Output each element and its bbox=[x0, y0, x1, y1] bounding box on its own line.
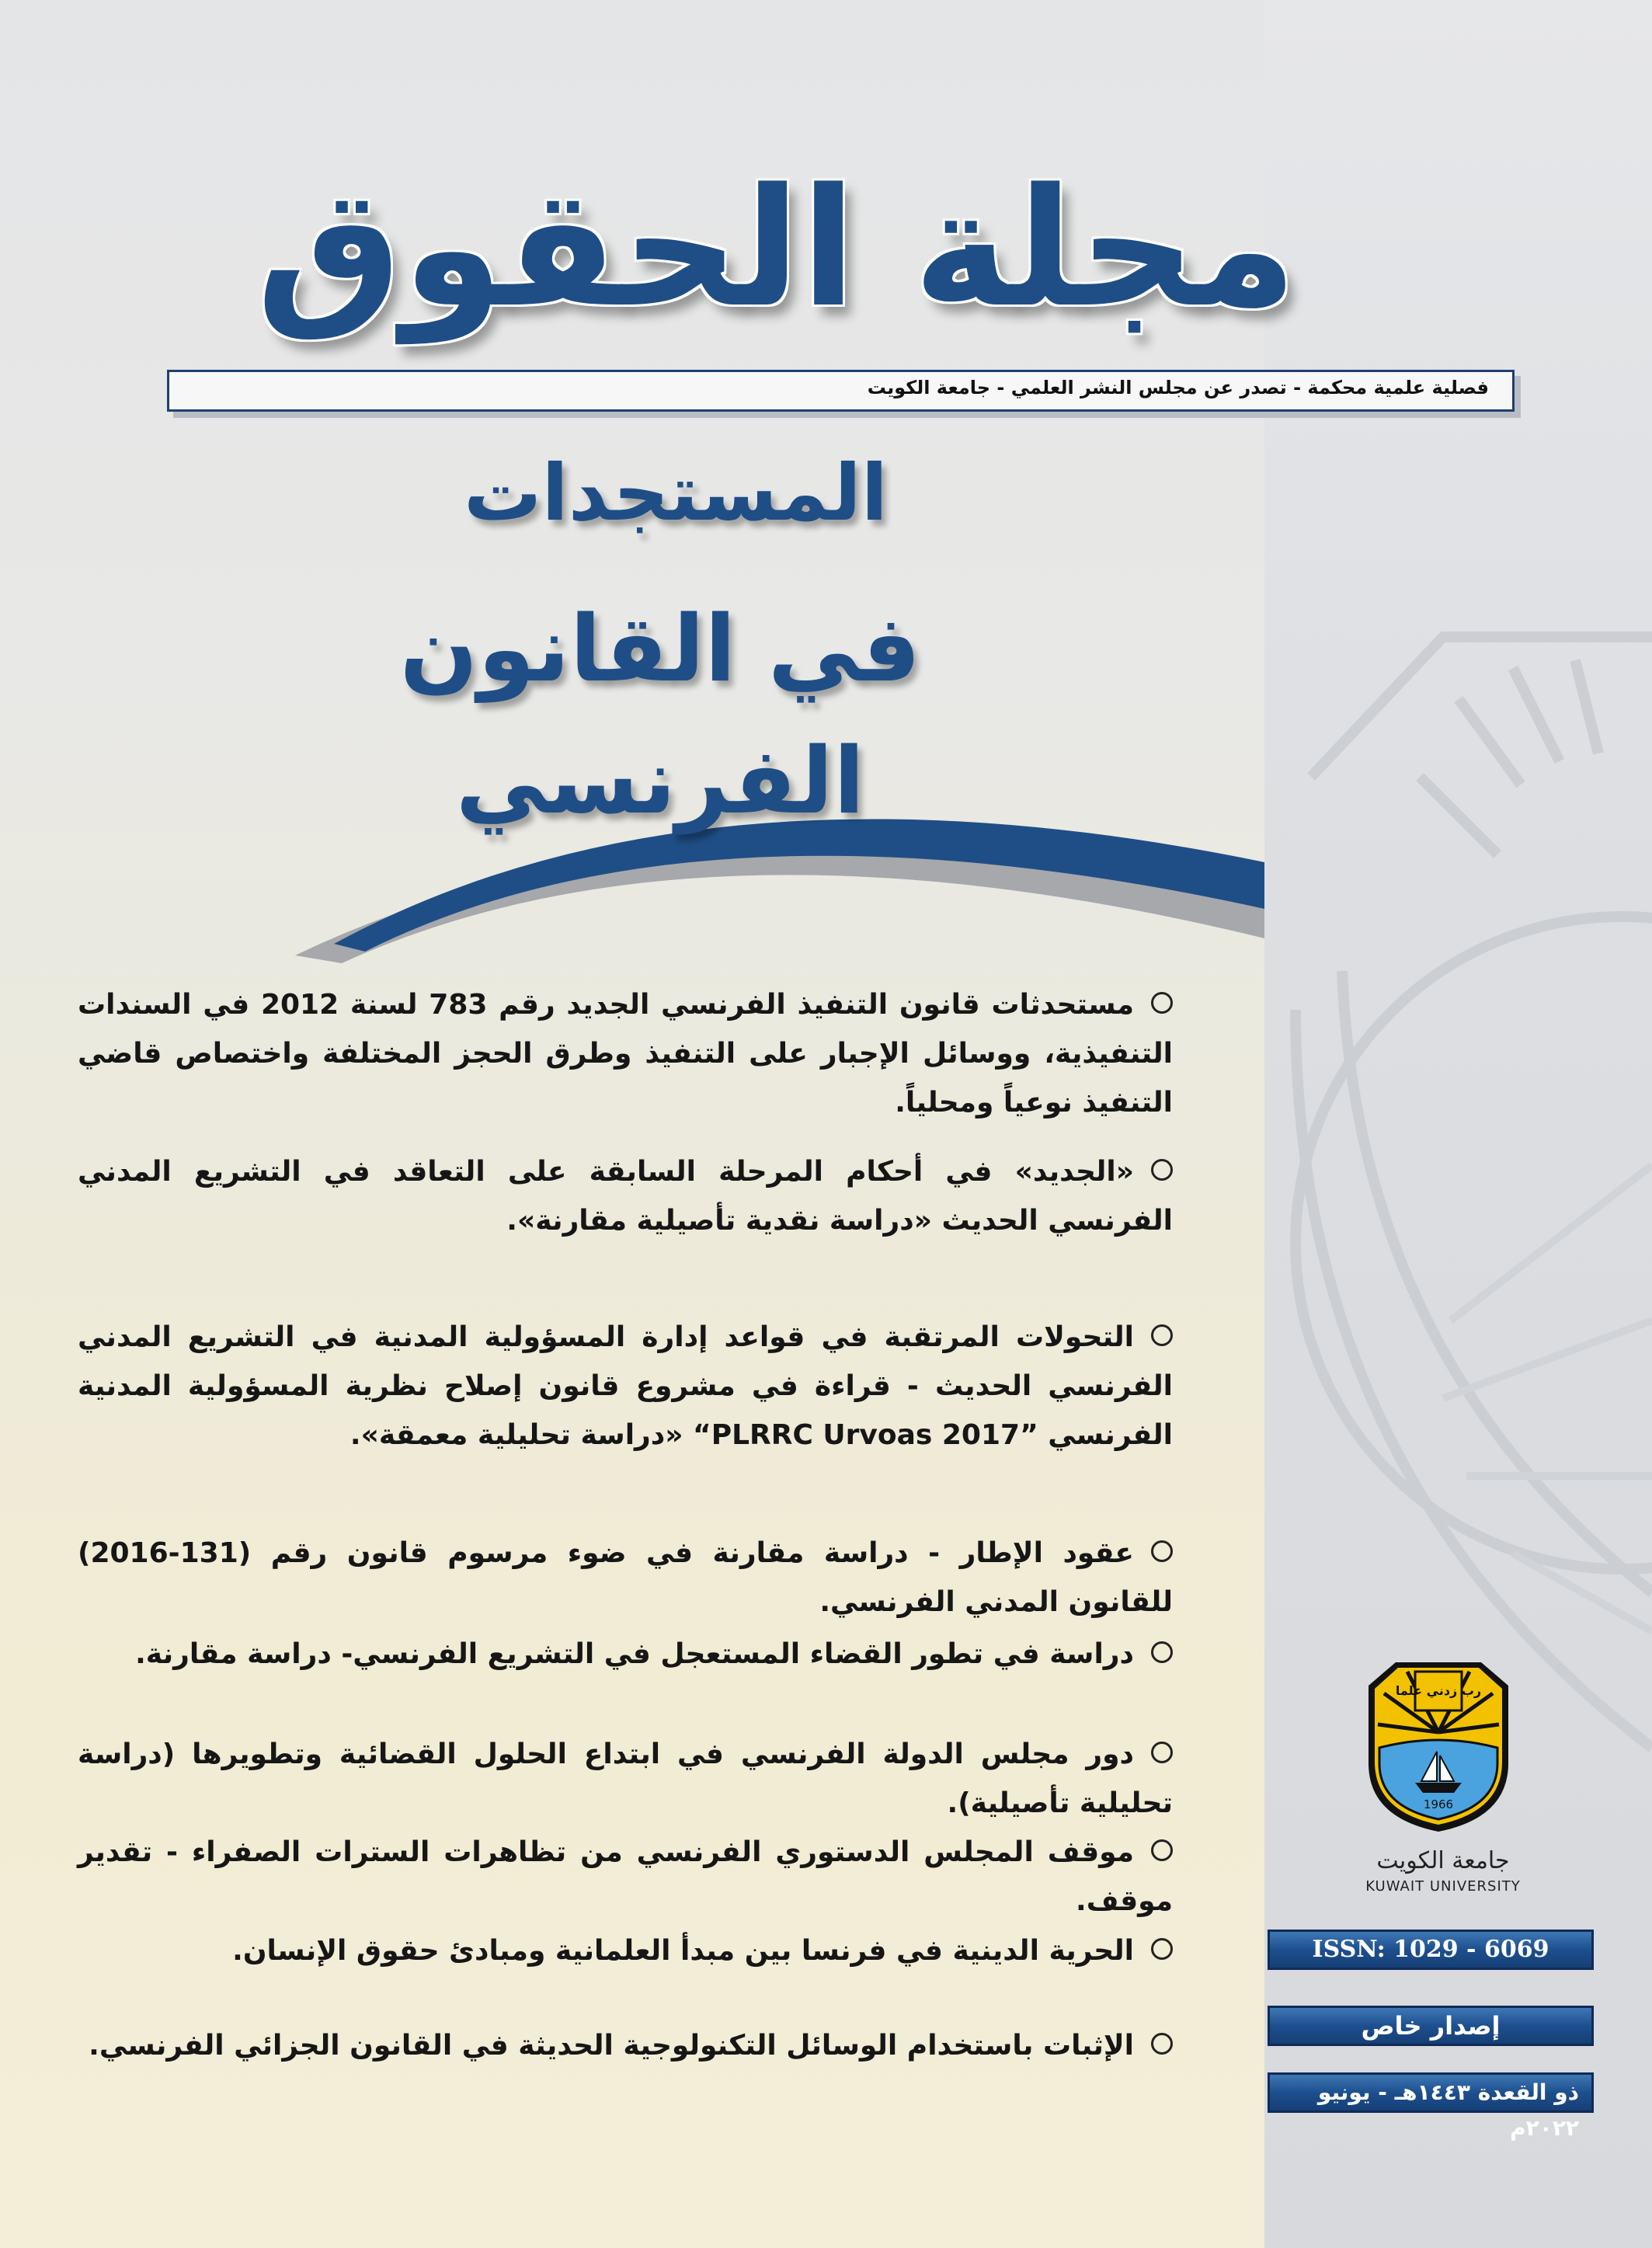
seal-motto: رب زدني علما bbox=[1395, 1683, 1482, 1698]
journal-subtitle: فصلية علمية محكمة - تصدر عن مجلس النشر العلمي - جامعة الكويت bbox=[867, 377, 1489, 398]
article-item bbox=[78, 980, 1173, 1127]
special-issue-plate: إصدار خاص bbox=[1268, 2006, 1594, 2046]
journal-title: مجلة الحقوق bbox=[256, 153, 1298, 343]
circle-bullet-icon bbox=[1151, 1540, 1173, 1562]
circle-bullet-icon bbox=[1151, 1159, 1173, 1181]
circle-bullet-icon bbox=[1151, 1641, 1173, 1663]
circle-bullet-icon bbox=[1151, 1324, 1173, 1346]
article-item bbox=[78, 1147, 1173, 1245]
article-title: دراسة في تطور القضاء المستعجل في التشريع الفرنسي- دراسة مقارنة. bbox=[135, 1638, 1134, 1670]
circle-bullet-icon bbox=[1151, 992, 1173, 1014]
theme-title-line1: المستجدات bbox=[463, 447, 889, 538]
article-item bbox=[78, 1313, 1173, 1460]
article-item bbox=[78, 1828, 1173, 1926]
issue-date-plate: ذو القعدة ١٤٤٣هـ - يونيو ٢٠٢٢م bbox=[1268, 2072, 1594, 2113]
issn-plate: ISSN: 1029 - 6069 bbox=[1268, 1930, 1594, 1970]
article-title: الإثبات باستخدام الوسائل التكنولوجية الحديثة في القانون الجزائي الفرنسي. bbox=[89, 2030, 1134, 2062]
article-item bbox=[78, 1730, 1173, 1828]
article-title: عقود الإطار - دراسة مقارنة في ضوء مرسوم قانون رقم (131-2016) للقانون المدني الفرنسي. bbox=[78, 1537, 1173, 1618]
article-title: دور مجلس الدولة الفرنسي في ابتداع الحلول القضائية وتطويرها (دراسة تحليلية تأصيلية). bbox=[78, 1738, 1173, 1819]
article-title: موقف المجلس الدستوري الفرنسي من تظاهرات السترات الصفراء - تقدير موقف. bbox=[78, 1836, 1173, 1917]
circle-bullet-icon bbox=[1151, 1742, 1173, 1763]
journal-subtitle-bar bbox=[167, 370, 1515, 412]
circle-bullet-icon bbox=[1151, 1839, 1173, 1861]
seal-year: 1966 bbox=[1423, 1797, 1454, 1811]
article-title: «الجديد» في أحكام المرحلة السابقة على التعاقد في التشريع المدني الفرنسي الحديث «دراسة نقدية تأصيلية مقارنة». bbox=[78, 1156, 1173, 1237]
article-item bbox=[78, 1926, 1173, 1975]
article-item bbox=[78, 1529, 1173, 1627]
article-title: مستحدثات قانون التنفيذ الفرنسي الجديد رقم 783 لسنة 2012 في السندات التنفيذية، ووسائل الإجبار على التنفيذ وطرق الحجز المختلفة واختصاص قاضي التنفيذ نوعياً ومحلياً. bbox=[78, 989, 1173, 1119]
kuwait-university-seal-icon bbox=[1361, 1655, 1516, 1833]
university-name-arabic: جامعة الكويت bbox=[1376, 1847, 1510, 1874]
theme-title-line2: في القانون الفرنسي bbox=[399, 595, 921, 834]
circle-bullet-icon bbox=[1151, 2033, 1173, 2055]
article-title: التحولات المرتقبة في قواعد إدارة المسؤولية المدنية في التشريع المدني الفرنسي الحديث - قراءة في مشروع قانون إصلاح نظرية المسؤولية المدنية الفرنسي ”PLRRC Urvoas 2017“ «دراسة تحليلية معمقة». bbox=[78, 1321, 1173, 1451]
article-item bbox=[78, 1630, 1173, 1679]
article-title: الحرية الدينية في فرنسا بين مبدأ العلمانية ومبادئ حقوق الإنسان. bbox=[232, 1935, 1134, 1967]
circle-bullet-icon bbox=[1151, 1938, 1173, 1960]
university-name-english: KUWAIT UNIVERSITY bbox=[1365, 1878, 1521, 1895]
article-item bbox=[78, 2021, 1173, 2070]
